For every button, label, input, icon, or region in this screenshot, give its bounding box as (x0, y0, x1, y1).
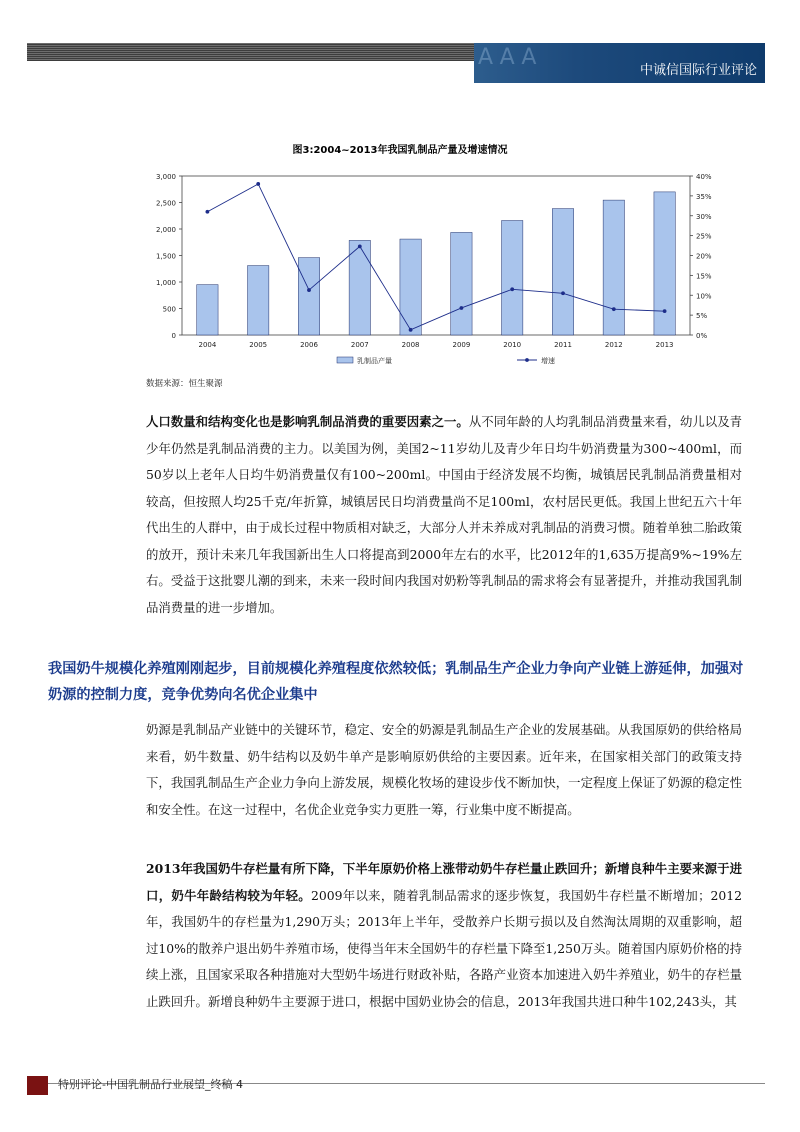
left-tick-label: 500 (162, 305, 176, 314)
paragraph-cattle-stock (146, 856, 742, 1015)
growth-point (460, 306, 464, 310)
x-tick-label: 2008 (401, 341, 420, 349)
bar (298, 258, 319, 335)
chart-title: 图3:2004~2013年我国乳制品产量及增速情况 (292, 145, 508, 156)
production-growth-chart (0, 0, 800, 380)
paragraph-cattle-stock-body: 2009年以来，随着乳制品需求的逐步恢复，我国奶牛存栏量不断增加；2012年，我国奶牛的存栏量为1,290万头；2013年上半年，受散养户长期亏损以及自然淘汰周期的双重影响，超过10%的散养户退出奶牛养殖市场，使得当年末全国奶牛的存栏量下降至1,250万头。随着国内原奶价格的持续上涨，且国家采取各种措施对大型奶牛场进行财政补贴，各路产业资本加速进入奶牛养殖业，奶牛的存栏量止跌回升。新增良种奶牛主要源于进口，根据中国奶业协会的信息，2013年我国共进口种牛102,243头，其 (146, 887, 742, 1009)
right-tick-label: 40% (696, 173, 712, 181)
footer-text: 特别评论-中国乳制品行业展望_终稿 4 (58, 1078, 243, 1091)
paragraph-milk-source (146, 717, 742, 823)
left-tick-label: 1,500 (155, 252, 176, 261)
paragraph-population-lead: 人口数量和结构变化也是影响乳制品消费的重要因素之一。 (146, 414, 469, 429)
growth-point (409, 328, 413, 332)
x-tick-label: 2007 (350, 341, 369, 349)
x-tick-label: 2005 (249, 341, 268, 349)
paragraph-population-body: 从不同年龄的人均乳制品消费量来看，幼儿以及青少年仍然是乳制品消费的主力。以美国为例，美国2~11岁幼儿及青少年日均牛奶消费量为300~400ml，而50岁以上老年人日均牛奶消费量仅有100~200ml。中国由于经济发展不均衡，城镇居民乳制品消费量相对较高，但按照人均25千克/年折算，城镇居民日均消费量尚不足100ml，农村居民更低。我国上世纪五六十年代出生的人群中，由于成长过程中物质相对缺乏，大部分人并未养成对乳制品的消费习惯。随着单独二胎政策的放开，预计未来几年我国新出生人口将提高到2000年左右的水平，比2012年的1,635万提高9%~19%左右。受益于这批婴儿潮的到来，未来一段时间内我国对奶粉等乳制品的需求将会有显著提升，并推动我国乳制品消费量的进一步增加。 (146, 414, 743, 615)
bar (502, 221, 523, 335)
bar (248, 266, 269, 335)
left-tick-label: 0 (171, 332, 176, 340)
right-tick-label: 5% (696, 312, 708, 321)
legend-line-label: 增速 (541, 357, 555, 365)
left-tick-label: 2,500 (155, 199, 176, 208)
right-tick-label: 20% (696, 252, 712, 261)
right-tick-label: 15% (696, 272, 712, 281)
data-source-note: 数据来源：恒生聚源 (146, 379, 223, 389)
x-tick-label: 2012 (604, 341, 623, 349)
bar (400, 239, 421, 335)
x-tick-label: 2013 (655, 341, 674, 349)
growth-point (612, 307, 616, 311)
growth-point (358, 244, 362, 248)
x-tick-label: 2004 (198, 341, 217, 349)
growth-point (510, 287, 514, 291)
banner-decor-glyphs: AAA (478, 45, 543, 70)
right-tick-label: 30% (696, 212, 712, 221)
growth-point (206, 210, 210, 214)
right-tick-label: 10% (696, 292, 712, 301)
growth-point (561, 291, 565, 295)
x-tick-label: 2009 (452, 341, 471, 349)
bar (349, 240, 370, 335)
left-tick-label: 3,000 (155, 173, 176, 181)
legend-bar-label: 乳制品产量 (357, 357, 392, 365)
x-tick-label: 2010 (503, 341, 522, 349)
x-tick-label: 2011 (554, 341, 572, 349)
bar (654, 192, 675, 335)
growth-point (663, 309, 667, 313)
bar (451, 232, 472, 335)
right-tick-label: 35% (696, 192, 712, 201)
paragraph-cattle-stock-lead: 2013年我国奶牛存栏量有所下降，下半年原奶价格上涨带动奶牛存栏量止跌回升；新增良种牛主要来源于进口，奶牛年龄结构较为年轻。 (146, 861, 742, 903)
growth-line (207, 184, 664, 330)
growth-point (307, 288, 311, 292)
right-tick-label: 0% (696, 332, 708, 340)
paragraph-population (146, 409, 742, 621)
legend-line-marker (525, 358, 529, 362)
x-tick-label: 2006 (300, 341, 318, 349)
footer-color-mark (27, 1076, 48, 1095)
bar (552, 209, 573, 335)
bar (197, 285, 218, 335)
left-tick-label: 1,000 (155, 279, 176, 287)
brand-title: 中诚信国际行业评论 (639, 63, 757, 78)
bar (603, 200, 624, 335)
legend-bar-swatch (337, 357, 353, 363)
right-tick-label: 25% (696, 232, 712, 241)
left-tick-label: 2,000 (155, 226, 176, 234)
section-heading: 我国奶牛规模化养殖刚刚起步，目前规模化养殖程度依然较低；乳制品生产企业力争向产业链上游延伸，加强对奶源的控制力度，竞争优势向名优企业集中 (48, 661, 744, 703)
paragraph-milk-source-body: 奶源是乳制品产业链中的关键环节，稳定、安全的奶源是乳制品生产企业的发展基础。从我国原奶的供给格局来看，奶牛数量、奶牛结构以及奶牛单产是影响原奶供给的主要因素。近年来，在国家相关部门的政策支持下，我国乳制品生产企业力争向上游发展，规模化牧场的建设步伐不断加快，一定程度上保证了奶源的稳定性和安全性。在这一过程中，名优企业竞争实力更胜一筹，行业集中度不断提高。 (146, 722, 742, 817)
growth-point (256, 182, 260, 186)
